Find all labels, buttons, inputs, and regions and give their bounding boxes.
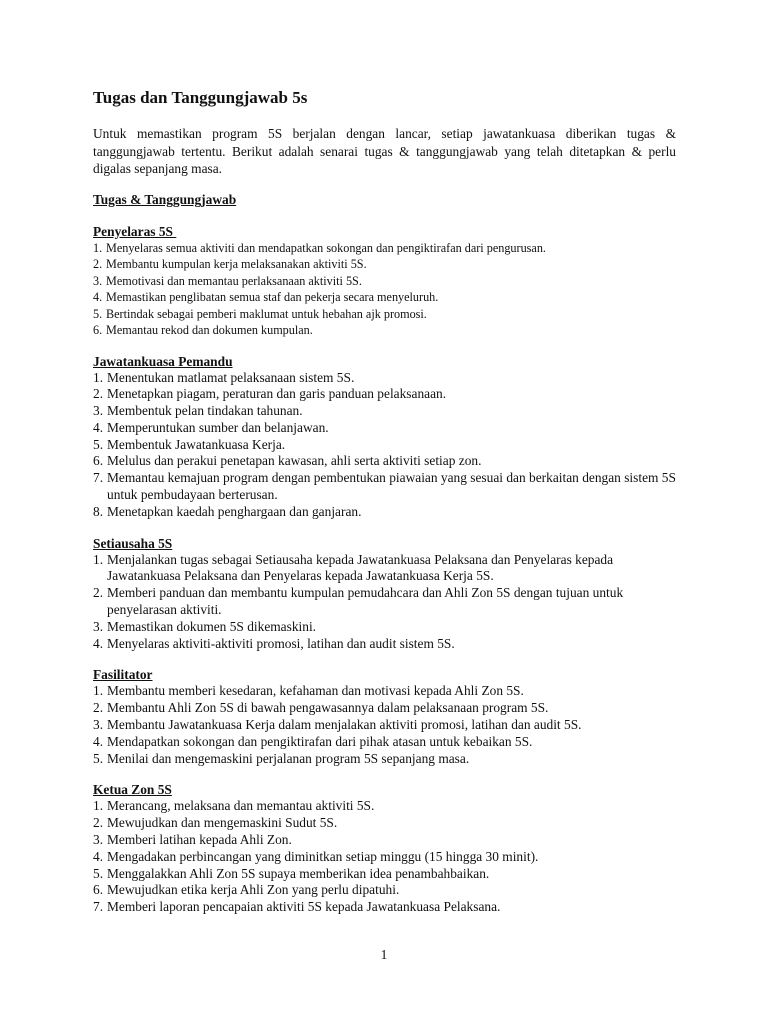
task-list [93,240,676,339]
list-item-number: 3. [93,832,104,848]
list-item [93,734,676,751]
list-item-text: Membantu Jawatankuasa Kerja dalam menjalakan aktiviti promosi, latihan dan audit 5S. [107,717,582,733]
list-item-number: 2. [93,700,104,716]
list-item-text: Memberi panduan dan membantu kumpulan pemudahcara dan Ahli Zon 5S dengan tujuan untuk penyelarasan aktiviti. [107,585,624,618]
list-item-number: 5. [93,306,103,321]
list-item-number: 3. [93,273,103,288]
list-item-text: Memberi latihan kepada Ahli Zon. [107,832,292,848]
list-item-number: 1. [93,551,104,567]
list-item [93,453,676,470]
list-item [93,273,676,290]
list-item-text: Menggalakkan Ahli Zon 5S supaya memberikan idea penambahbaikan. [107,865,490,881]
section [93,666,676,767]
list-item [93,504,676,521]
page-number: 1 [380,947,388,962]
list-item-number: 4. [93,635,104,651]
list-item-number: 4. [93,419,104,435]
list-item-text: Menetapkan piagam, peraturan dan garis panduan pelaksanaan. [107,386,447,402]
list-item [93,552,676,586]
list-item-text: Mewujudkan etika kerja Ahli Zon yang perlu dipatuhi. [107,882,400,898]
list-item-number: 1. [93,683,104,699]
list-item [93,240,676,257]
list-item-number: 8. [93,503,104,519]
section [93,781,676,916]
list-item [93,370,676,387]
list-item [93,798,676,815]
list-item-text: Memperuntukan sumber dan belanjawan. [107,419,329,435]
list-item-number: 2. [93,386,104,402]
section [93,223,676,339]
list-item-text: Melulus dan perakui penetapan kawasan, ahli serta aktiviti setiap zon. [107,453,482,469]
list-item-number: 6. [93,882,104,898]
list-item-text: Mengadakan perbincangan yang diminitkan setiap minggu (15 hingga 30 minit). [107,848,539,864]
list-item [93,256,676,273]
list-item-text: Menilai dan mengemaskini perjalanan program 5S sepanjang masa. [107,750,470,766]
document-body [93,88,676,930]
list-item [93,470,676,504]
list-item-text: Bertindak sebagai pemberi maklumat untuk hebahan ajk promosi. [106,306,427,321]
list-item [93,437,676,454]
list-item-text: Memantau kemajuan program dengan pembentukan piawaian yang sesuai dan berkaitan dengan sistem 5S untuk pembudayaan berterusan. [107,470,676,503]
list-item-text: Memantau rekod dan dokumen kumpulan. [106,323,313,337]
list-item-text: Menyelaras semua aktiviti dan mendapatkan sokongan dan pengiktirafan dari pengurusan. [106,240,546,255]
list-item [93,636,676,653]
list-item [93,717,676,734]
list-item-text: Menyelaras aktiviti-aktiviti promosi, latihan dan audit sistem 5S. [107,635,455,651]
list-item-number: 2. [93,815,104,831]
list-item-number: 7. [93,470,104,486]
list-item-number: 2. [93,585,104,601]
list-item [93,420,676,437]
list-item [93,815,676,832]
list-item-text: Menentukan matlamat pelaksanaan sistem 5S. [107,369,355,385]
section-title: Ketua Zon 5S [93,782,172,798]
list-item [93,683,676,700]
list-item-text: Membentuk Jawatankuasa Kerja. [107,436,286,452]
list-item-number: 1. [93,369,104,385]
list-item [93,306,676,323]
list-item-number: 5. [93,750,104,766]
list-item-text: Memastikan dokumen 5S dikemaskini. [107,618,317,634]
sections-container [93,223,676,917]
list-item [93,899,676,916]
list-item-number: 1. [93,240,103,255]
task-list [93,370,676,521]
list-item-text: Memberi laporan pencapaian aktiviti 5S kepada Jawatankuasa Pelaksana. [107,899,501,915]
section [93,353,676,521]
list-item [93,700,676,717]
list-item-text: Menetapkan kaedah penghargaan dan ganjaran. [107,503,362,519]
list-item [93,866,676,883]
list-item-number: 2. [93,257,103,271]
list-item-text: Membentuk pelan tindakan tahunan. [107,403,303,419]
list-item [93,832,676,849]
list-item-number: 1. [93,798,104,814]
list-item-text: Mewujudkan dan mengemaskini Sudut 5S. [107,815,338,831]
section-title: Jawatankuasa Pemandu [93,353,233,369]
list-item-text: Memotivasi dan memantau perlaksanaan aktiviti 5S. [106,273,362,288]
document-title: Tugas dan Tanggungjawab 5s [93,88,308,107]
task-list [93,683,676,767]
list-item-number: 5. [93,436,104,452]
list-item [93,882,676,899]
list-item [93,619,676,636]
list-item-number: 6. [93,453,104,469]
list-item-number: 3. [93,717,104,733]
list-item [93,849,676,866]
list-item-number: 4. [93,290,103,304]
list-item-number: 4. [93,848,104,864]
section-title: Fasilitator [93,667,153,683]
list-item-number: 7. [93,899,104,915]
section-title: Setiausaha 5S [93,535,173,551]
list-item-text: Menjalankan tugas sebagai Setiausaha kepada Jawatankuasa Pelaksana dan Penyelaras kepada Jawatankuasa Pelaksana dan Penyelaras kepada Jawatankuasa Kerja 5S. [107,551,614,584]
list-item [93,585,676,619]
section [93,535,676,653]
list-item-text: Merancang, melaksana dan memantau aktiviti 5S. [107,798,375,814]
list-item [93,403,676,420]
list-item-text: Membantu Ahli Zon 5S di bawah pengawasannya dalam pelaksanaan program 5S. [107,700,549,716]
list-item-text: Mendapatkan sokongan dan pengiktirafan dari pihak atasan untuk kebaikan 5S. [107,733,533,749]
list-item-number: 4. [93,733,104,749]
list-item-number: 3. [93,618,104,634]
list-item-number: 3. [93,403,104,419]
list-item-number: 6. [93,323,103,337]
list-item-text: Membantu memberi kesedaran, kefahaman dan motivasi kepada Ahli Zon 5S. [107,683,524,699]
list-item [93,386,676,403]
list-item [93,322,676,339]
list-item [93,751,676,768]
list-item-text: Memastikan penglibatan semua staf dan pekerja secara menyeluruh. [106,290,439,304]
list-item [93,289,676,306]
list-item-text: Membantu kumpulan kerja melaksanakan aktiviti 5S. [106,257,367,271]
list-item-number: 5. [93,865,104,881]
intro-paragraph: Untuk memastikan program 5S berjalan dengan lancar, setiap jawatankuasa diberikan tugas & tanggungjawab tertentu. Berikut adalah senarai tugas & tanggungjawab yang telah ditetapkan & perlu digalas sepanjang masa. [93,126,676,176]
task-list [93,798,676,916]
section-title: Penyelaras 5S [93,223,177,239]
main-heading: Tugas & Tanggungjawab [93,191,237,207]
task-list [93,552,676,653]
